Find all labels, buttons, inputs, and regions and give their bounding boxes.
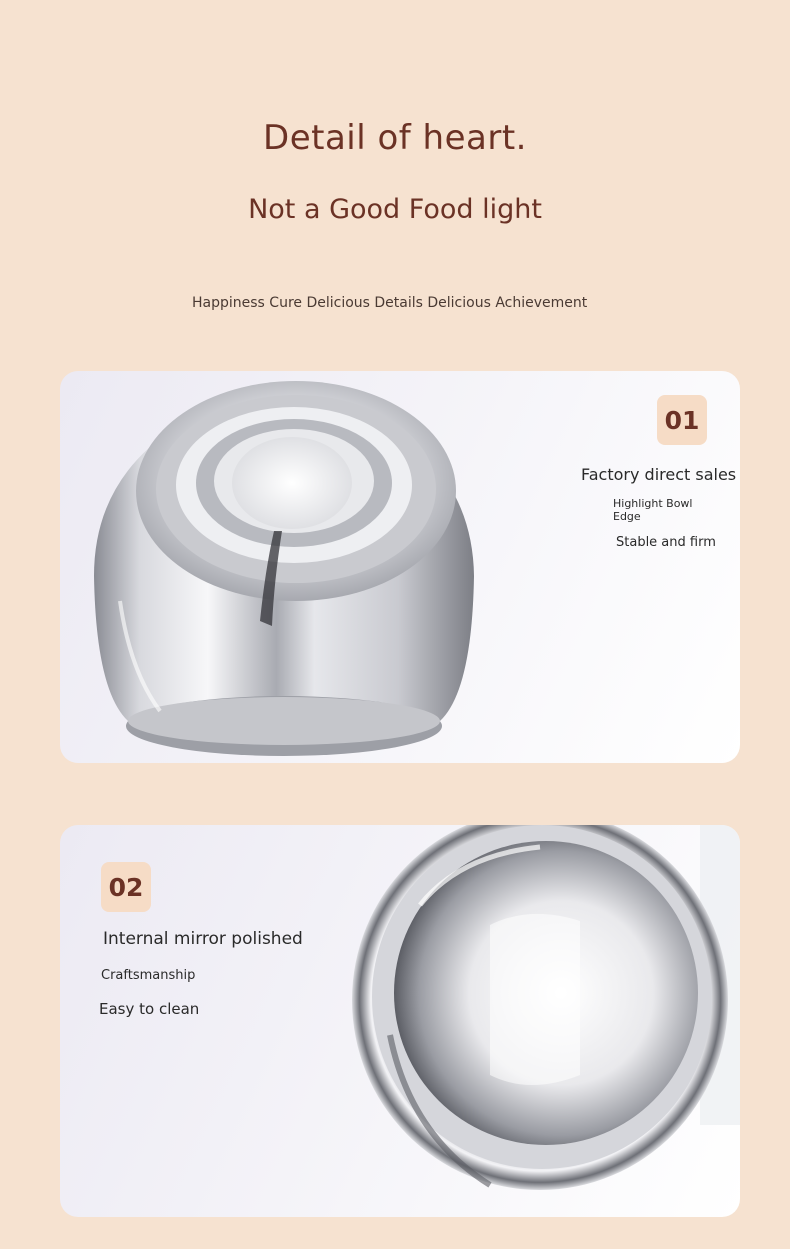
bowl-bottom-photo (60, 371, 740, 763)
badge-02: 02 (101, 862, 151, 912)
feature-highlight-bowl-edge (613, 497, 693, 523)
feature-factory-direct-sales: Factory direct sales (581, 465, 737, 484)
feature-easy-to-clean: Easy to clean (99, 1000, 200, 1018)
feature-highlight-line1: Highlight Bowl (613, 497, 693, 510)
tagline: Happiness Cure Delicious Details Delicious Achievement (192, 295, 588, 311)
feature-stable-and-firm: Stable and firm (616, 535, 716, 550)
feature-craftsmanship: Craftsmanship (101, 968, 196, 983)
feature-internal-mirror-polished: Internal mirror polished (103, 929, 303, 949)
feature-highlight-line2: Edge (613, 510, 641, 523)
page-title: Detail of heart. (263, 118, 527, 158)
page-subtitle: Not a Good Food light (248, 194, 542, 225)
bowl-interior-photo (60, 825, 740, 1217)
feature-card-2 (60, 825, 740, 1217)
badge-01: 01 (657, 395, 707, 445)
feature-card-1 (60, 371, 740, 763)
